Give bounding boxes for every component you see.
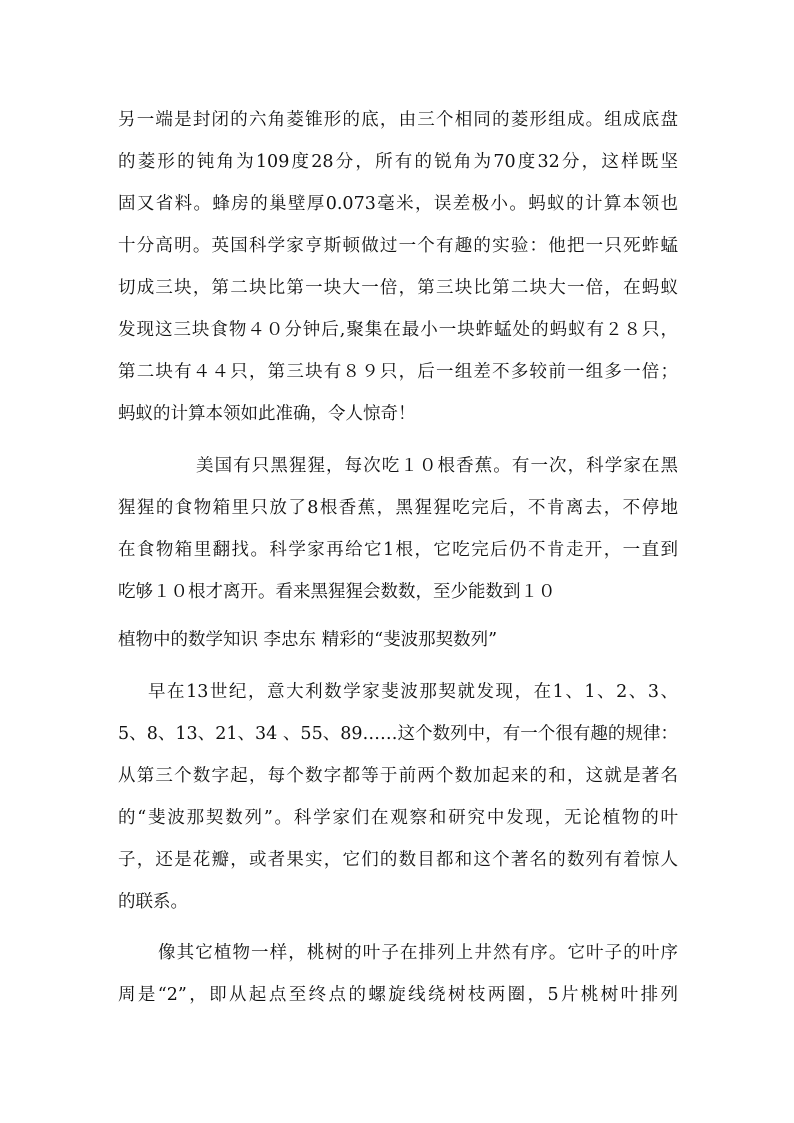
text-line: 固又省料。蜂房的巢壁厚0.073毫米，误差极小。蚂蚁的计算本领也 <box>118 194 678 214</box>
text-line: 早在13世纪，意大利数学家斐波那契就发现，在1、1、2、3、 <box>148 682 678 702</box>
text-line: 像其它植物一样，桃树的叶子在排列上井然有序。它叶子的叶序 <box>158 943 678 963</box>
text-line: 5、8、13、21、34 、55、89……这个数列中，有一个很有趣的规律： <box>118 724 678 744</box>
text-line: 猩猩的食物箱里只放了8根香蕉，黑猩猩吃完后，不肯离去，不停地 <box>118 498 678 518</box>
section-heading: 植物中的数学知识 李忠东 精彩的“斐波那契数列” <box>118 630 498 650</box>
text-line: 发现这三块食物４０分钟后,聚集在最小一块蚱蜢处的蚂蚁有２８只， <box>118 320 678 340</box>
text-line: 周是“2”，即从起点至终点的螺旋线绕树枝两圈，5片桃树叶排列 <box>118 985 678 1005</box>
text-line: 从第三个数字起，每个数字都等于前两个数加起来的和，这就是著名 <box>118 766 678 786</box>
text-line: 第二块有４４只，第三块有８９只，后一组差不多较前一组多一倍； <box>118 362 678 382</box>
text-line: 美国有只黑猩猩，每次吃１０根香蕉。有一次，科学家在黑 <box>196 456 678 476</box>
text-line: 十分高明。英国科学家亨斯顿做过一个有趣的实验：他把一只死蚱蜢 <box>118 236 678 256</box>
text-line: 另一端是封闭的六角菱锥形的底，由三个相同的菱形组成。组成底盘 <box>118 110 678 130</box>
text-line: 的菱形的钝角为109度28分，所有的锐角为70度32分，这样既坚 <box>118 152 678 172</box>
text-line: 在食物箱里翻找。科学家再给它1根，它吃完后仍不肯走开，一直到 <box>118 540 678 560</box>
text-line: 吃够１０根才离开。看来黑猩猩会数数，至少能数到１０ <box>118 582 556 602</box>
text-line: 子，还是花瓣，或者果实，它们的数目都和这个著名的数列有着惊人 <box>118 850 678 870</box>
text-line: 蚂蚁的计算本领如此准确，令人惊奇！ <box>118 404 416 424</box>
text-line: 切成三块，第二块比第一块大一倍，第三块比第二块大一倍，在蚂蚁 <box>118 278 678 298</box>
text-line: 的“斐波那契数列”。科学家们在观察和研究中发现，无论植物的叶 <box>118 808 678 828</box>
text-line: 的联系。 <box>118 892 188 912</box>
